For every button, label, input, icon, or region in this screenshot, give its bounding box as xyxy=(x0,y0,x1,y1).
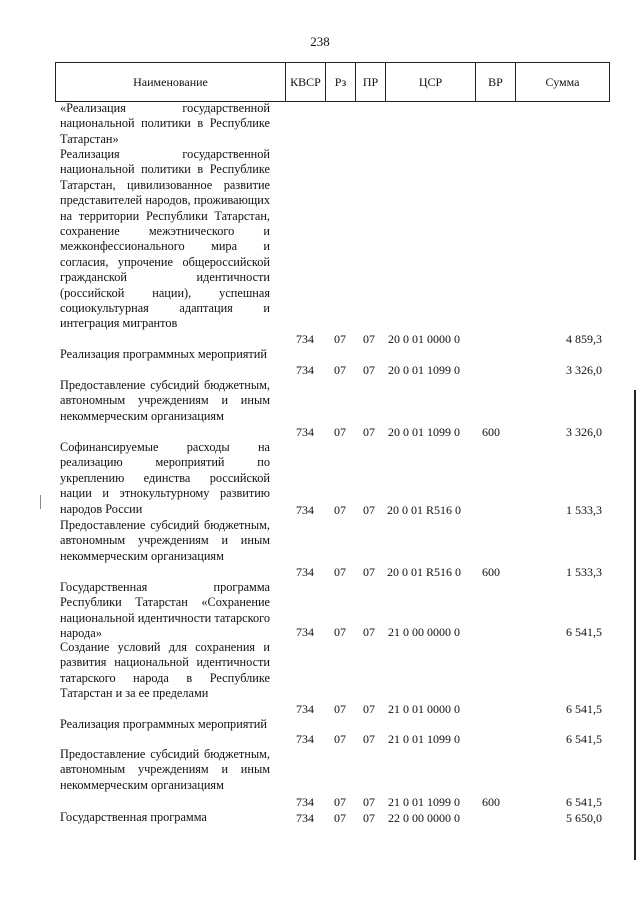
row-name: Реализация программных мероприятий xyxy=(60,717,267,731)
row-vr: 600 xyxy=(482,794,500,809)
row-sum: 6 541,5 xyxy=(566,624,602,639)
row-kvsr: 734 xyxy=(296,502,314,517)
row-csr: 21 0 01 1099 0 xyxy=(388,731,460,746)
row-sum: 3 326,0 xyxy=(566,424,602,439)
row-rz: 07 xyxy=(334,624,346,639)
row-sum: 6 541,5 xyxy=(566,701,602,716)
row-name: Создание условий для сохранения и развития национальной идентичности татарского народа в Республике Татарстан и за ее пределами xyxy=(60,640,270,701)
scan-margin-mark xyxy=(40,495,41,509)
row-pr: 07 xyxy=(363,810,375,825)
row-pr: 07 xyxy=(363,624,375,639)
row-name: Предоставление субсидий бюджетным, автономным учреждениям и иным некоммерческим организациям xyxy=(60,747,270,792)
row-kvsr: 734 xyxy=(296,564,314,579)
row-rz: 07 xyxy=(334,731,346,746)
table-row xyxy=(55,810,602,826)
row-rz: 07 xyxy=(334,810,346,825)
row-name: Реализация государственной национальной политики в Республике Татарстан, цивилизованное развитие представителей народов, проживающих на территории Республики Татарстан, сохранение межэтнического и межконфессионального мира и согласия, упрочение общероссийской гражданской идентичности (российской нации), успешная социокультурная адаптация и интеграция мигрантов xyxy=(60,147,270,331)
row-pr: 07 xyxy=(363,794,375,809)
column-header-vr: ВР xyxy=(476,63,516,102)
row-kvsr: 734 xyxy=(296,424,314,439)
table-header xyxy=(55,62,610,102)
table-row xyxy=(55,101,270,147)
row-csr: 21 0 00 0000 0 xyxy=(388,624,460,639)
table-row xyxy=(55,747,602,810)
row-rz: 07 xyxy=(334,564,346,579)
column-header-kvsr: КВСР xyxy=(286,63,326,102)
row-name: Предоставление субсидий бюджетным, автономным учреждениям и иным некоммерческим организациям xyxy=(60,518,270,563)
row-rz: 07 xyxy=(334,701,346,716)
column-header-csr: ЦСР xyxy=(386,63,476,102)
row-pr: 07 xyxy=(363,731,375,746)
row-kvsr: 734 xyxy=(296,331,314,346)
row-name: «Реализация государственной национальной политики в Республике Татарстан» xyxy=(60,101,270,146)
row-name: Софинансируемые расходы на реализацию мероприятий по укреплению единства российской нации и этнокультурному развитию народов России xyxy=(60,440,270,516)
row-rz: 07 xyxy=(334,331,346,346)
row-csr: 20 0 01 1099 0 xyxy=(388,362,460,377)
table-row xyxy=(55,640,602,717)
row-csr: 22 0 00 0000 0 xyxy=(388,810,460,825)
row-sum: 3 326,0 xyxy=(566,362,602,377)
row-csr: 21 0 01 1099 0 xyxy=(388,794,460,809)
row-name: Государственная программа xyxy=(60,810,207,824)
row-csr: 20 0 01 R516 0 xyxy=(386,564,461,579)
row-csr: 20 0 01 0000 0 xyxy=(388,331,460,346)
scan-edge-line xyxy=(634,390,636,860)
row-kvsr: 734 xyxy=(296,794,314,809)
row-kvsr: 734 xyxy=(296,810,314,825)
table-body xyxy=(55,101,602,826)
table-row xyxy=(55,378,602,440)
row-vr: 600 xyxy=(482,424,500,439)
row-rz: 07 xyxy=(334,502,346,517)
row-rz: 07 xyxy=(334,362,346,377)
row-csr: 20 0 01 1099 0 xyxy=(388,424,460,439)
row-sum: 1 533,3 xyxy=(566,502,602,517)
column-header-sum: Сумма xyxy=(516,63,610,102)
row-kvsr: 734 xyxy=(296,624,314,639)
row-kvsr: 734 xyxy=(296,731,314,746)
row-kvsr: 734 xyxy=(296,362,314,377)
row-kvsr: 734 xyxy=(296,701,314,716)
row-name: Государственная программа Республики Татарстан «Сохранение национальной идентичности татарского народа» xyxy=(60,580,270,641)
row-sum: 6 541,5 xyxy=(566,731,602,746)
row-pr: 07 xyxy=(363,331,375,346)
row-sum: 6 541,5 xyxy=(566,794,602,809)
row-rz: 07 xyxy=(334,794,346,809)
row-pr: 07 xyxy=(363,362,375,377)
row-name: Предоставление субсидий бюджетным, автономным учреждениям и иным некоммерческим организациям xyxy=(60,378,270,423)
row-sum: 4 859,3 xyxy=(566,331,602,346)
row-pr: 07 xyxy=(363,502,375,517)
row-csr: 21 0 01 0000 0 xyxy=(388,701,460,716)
row-sum: 5 650,0 xyxy=(566,810,602,825)
row-csr: 20 0 01 R516 0 xyxy=(386,502,461,517)
table-row xyxy=(55,440,602,518)
table-row xyxy=(55,518,602,580)
row-name: Реализация программных мероприятий xyxy=(60,347,267,361)
row-sum: 1 533,3 xyxy=(566,564,602,579)
column-header-rz: Рз xyxy=(326,63,356,102)
table-row xyxy=(55,147,602,347)
page-number: 238 xyxy=(310,34,330,49)
row-pr: 07 xyxy=(363,701,375,716)
table-row xyxy=(55,347,602,378)
table-row xyxy=(55,580,602,641)
row-pr: 07 xyxy=(363,564,375,579)
column-header-name: Наименование xyxy=(56,63,286,102)
row-pr: 07 xyxy=(363,424,375,439)
column-header-pr: ПР xyxy=(356,63,386,102)
table-row xyxy=(55,717,602,747)
row-vr: 600 xyxy=(482,564,500,579)
row-rz: 07 xyxy=(334,424,346,439)
